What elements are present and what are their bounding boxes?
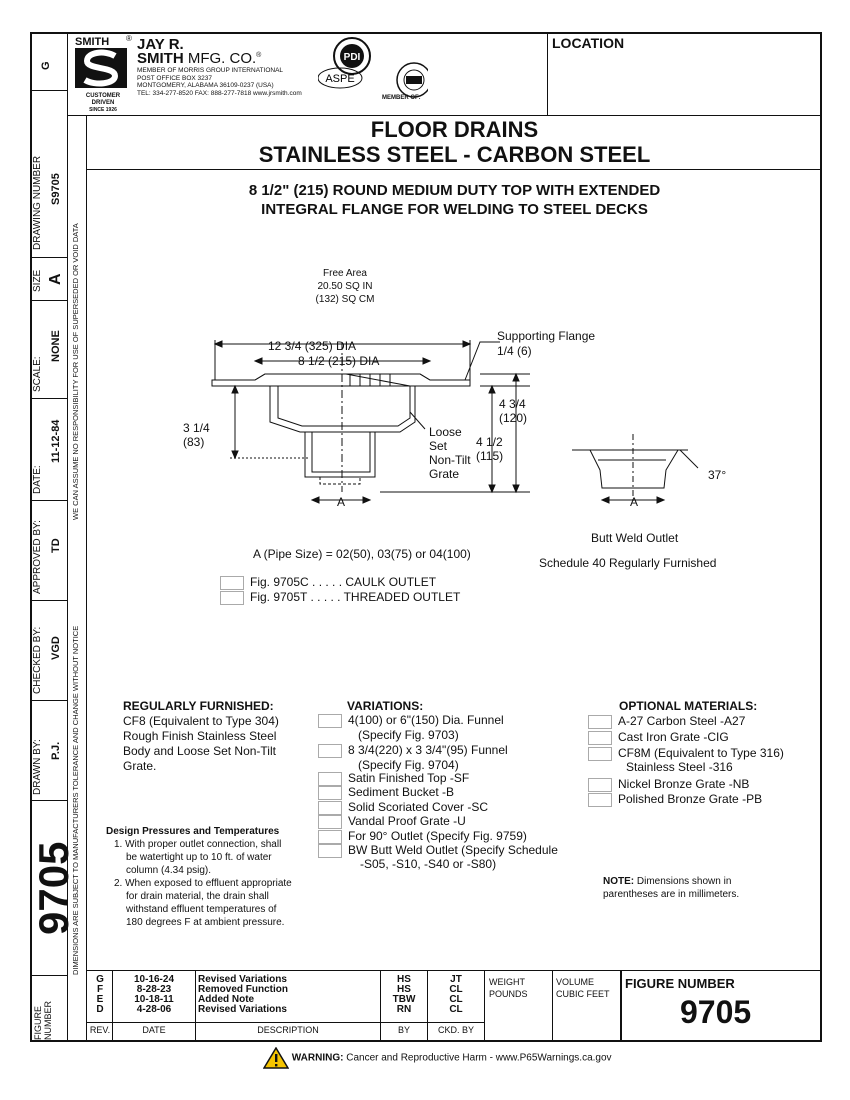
variation-text: Vandal Proof Grate -U — [348, 814, 466, 828]
rev-date: 10-18-11 — [134, 994, 174, 1005]
loose-grate-label — [429, 425, 471, 481]
rev-col — [552, 970, 553, 1042]
rev-date: 4-28-06 — [136, 1004, 172, 1015]
tagline-1: CUSTOMER — [85, 93, 121, 99]
rev-letters — [88, 975, 112, 1015]
optional-item[interactable] — [588, 746, 784, 761]
sidebar-sep — [30, 975, 68, 976]
a-label: A — [337, 495, 346, 509]
rev-letter: F — [96, 984, 104, 995]
drawing-number-label: DRAWING NUMBER — [32, 155, 43, 250]
optional-text: Nickel Bronze Grate -NB — [618, 777, 750, 791]
warning-text: Cancer and Reproductive Harm - www.P65Warnings.ca.gov — [343, 1052, 612, 1064]
variation-sub: (Specify Fig. 9704) — [358, 758, 459, 772]
member-logos-icon — [318, 36, 428, 102]
checkbox-icon[interactable] — [318, 714, 342, 728]
subtitle-line-1: 8 1/2" (215) ROUND MEDIUM DUTY TOP WITH EXTENDED — [248, 182, 661, 199]
warning-line — [263, 1047, 612, 1069]
warning-icon — [263, 1047, 289, 1069]
weight-box — [489, 976, 528, 1000]
note — [603, 875, 739, 901]
rev-desc: Revised Variations — [198, 1004, 287, 1015]
outlet-option[interactable] — [220, 575, 460, 590]
disclaimer-superseded: WE CAN ASSUME NO RESPONSIBILITY FOR USE OF SUPERSEDED OR VOID DATA — [71, 223, 80, 520]
size-value: A — [47, 273, 64, 285]
date-value: 11-12-84 — [50, 419, 62, 463]
optional-text: CF8M (Equivalent to Type 316) — [618, 746, 784, 760]
design-line: column (4.34 psig). — [126, 865, 212, 876]
scale-label: SCALE: — [32, 356, 43, 392]
design-line: for drain material, the drain shall — [126, 891, 269, 902]
approved-value: TD — [50, 538, 62, 553]
warning-label: WARNING: — [291, 1052, 344, 1064]
smith-s-logo-icon — [75, 48, 127, 88]
variation-item[interactable] — [318, 814, 466, 829]
registered-mark: ® — [126, 34, 132, 43]
rev-desc: Added Note — [198, 994, 255, 1005]
ckd-header: CKD. BY — [437, 1025, 474, 1035]
design-line: be watertight up to 10 ft. of water — [126, 852, 272, 863]
dim-right-top-1: 4 3/4 — [499, 397, 526, 411]
location-label: LOCATION — [552, 35, 625, 51]
svg-text:PDI: PDI — [343, 52, 361, 63]
variation-text: Sediment Bucket -B — [348, 785, 455, 799]
approved-label: APPROVED BY: — [32, 520, 43, 594]
variations-heading: VARIATIONS: — [347, 699, 424, 713]
title-block — [87, 117, 822, 167]
company-address — [137, 67, 302, 97]
a-label-outlet: A — [630, 495, 639, 509]
optional-item[interactable] — [588, 714, 745, 729]
sidebar-figure-value: 9705 — [30, 841, 77, 935]
rev-ckd — [428, 975, 484, 1015]
supporting-flange-text: Supporting Flange — [497, 329, 596, 343]
volume-box — [556, 976, 610, 1000]
outlet-option[interactable] — [220, 590, 460, 605]
header-bottom-rule — [68, 115, 822, 116]
optional-text: Cast Iron Grate -CIG — [618, 730, 729, 744]
design-line: withstand effluent temperatures of — [126, 904, 277, 915]
sidebar-sep — [30, 800, 68, 801]
free-area — [310, 267, 380, 306]
optional-sub: Stainless Steel -316 — [626, 760, 733, 774]
regularly-furnished-line: Grate. — [123, 759, 157, 773]
rev-ckd-item: CL — [449, 994, 463, 1005]
checkbox-icon[interactable] — [220, 576, 244, 590]
date-header: DATE — [142, 1025, 166, 1035]
svg-text:ASPE: ASPE — [325, 73, 355, 85]
rev-descriptions — [198, 975, 288, 1015]
checked-label: CHECKED BY: — [32, 626, 43, 694]
outlet-text: Fig. 9705T . . . . . THREADED OUTLET — [250, 589, 461, 604]
checkbox-icon[interactable] — [588, 731, 612, 745]
rev-dates — [113, 975, 195, 1015]
sidebar-sep — [30, 600, 68, 601]
rev-ckd-item: CL — [449, 1004, 463, 1015]
rev-date: 8-28-23 — [136, 984, 172, 995]
optional-materials-heading: OPTIONAL MATERIALS: — [619, 699, 758, 713]
variation-item[interactable] — [318, 771, 469, 786]
drawn-label: DRAWN BY: — [32, 739, 43, 795]
size-label: SIZE — [32, 269, 43, 292]
subtitle-block — [87, 181, 822, 219]
checkbox-icon[interactable] — [318, 744, 342, 758]
sidebar-sep — [30, 398, 68, 399]
angle-label: 37° — [708, 468, 727, 482]
dim-right-top — [499, 397, 527, 425]
pipe-size-label: A (Pipe Size) = 02(50), 03(75) or 04(100) — [253, 547, 471, 561]
sidebar-sep — [30, 300, 68, 301]
dim-right-mid-1: 4 1/2 — [476, 435, 503, 449]
volume-label: VOLUME — [556, 977, 595, 987]
rev-header-rule — [87, 1022, 484, 1023]
checkbox-icon[interactable] — [588, 793, 612, 807]
dim-right-mid-2: (115) — [476, 449, 504, 463]
company-smith: SMITH — [137, 50, 184, 67]
checkbox-icon[interactable] — [318, 786, 342, 800]
rev-by-item: TBW — [392, 994, 416, 1005]
company-mfg: MFG. CO. — [187, 50, 257, 67]
checkbox-icon[interactable] — [588, 778, 612, 792]
optional-text: A-27 Carbon Steel -A27 — [618, 714, 746, 728]
company-logo — [75, 36, 131, 114]
outlet-text: Fig. 9705C . . . . . CAULK OUTLET — [250, 575, 437, 589]
drawing-number: S9705 — [50, 173, 62, 205]
drain-drawing — [170, 262, 740, 522]
checkbox-icon[interactable] — [588, 747, 612, 761]
weight-label: WEIGHT — [489, 977, 525, 987]
note-label: NOTE: — [603, 876, 635, 887]
variation-item[interactable] — [318, 829, 527, 844]
optional-item[interactable] — [588, 792, 762, 807]
rev-col — [484, 970, 485, 1042]
rev-desc: Revised Variations — [198, 974, 287, 985]
dim-left-1: 3 1/4 — [183, 421, 210, 435]
address-line: MONTGOMERY, ALABAMA 36109-0237 (USA) — [137, 82, 274, 89]
rev-header: REV. — [89, 1025, 111, 1035]
free-area-line: 20.50 SQ IN — [317, 281, 373, 292]
description-header: DESCRIPTION — [257, 1025, 319, 1035]
title-rule — [87, 169, 822, 170]
design-pressures — [106, 825, 292, 929]
location-divider — [547, 32, 548, 115]
rev-letter: G — [96, 974, 104, 985]
title-line-2: STAINLESS STEEL - CARBON STEEL — [258, 142, 651, 167]
dim-left-height — [183, 421, 210, 449]
checkbox-icon[interactable] — [318, 801, 342, 815]
dim-right-top-2: (120) — [499, 411, 528, 425]
variation-item[interactable] — [318, 713, 504, 728]
dim-outer-dia: 12 3/4 (325) DIA — [268, 339, 357, 353]
variation-text: 8 3/4(220) x 3 3/4"(95) Funnel — [348, 743, 508, 757]
disclaimer-tolerance: DIMENSIONS ARE SUBJECT TO MANUFACTURERS TOLERANCE AND CHANGE WITHOUT NOTICE — [71, 625, 80, 975]
variation-item[interactable] — [318, 785, 454, 800]
rev-ckd-item: JT — [450, 974, 462, 985]
rev-by-item: RN — [396, 1004, 412, 1015]
design-pressures-heading: Design Pressures and Temperatures — [106, 826, 280, 837]
optional-item[interactable] — [588, 730, 729, 745]
drawn-value: P.J. — [50, 741, 62, 760]
tagline-3: SINCE 1926 — [89, 107, 117, 113]
address-line: MEMBER OF MORRIS GROUP INTERNATIONAL — [137, 67, 284, 74]
rev-date: 10-16-24 — [133, 974, 175, 985]
variation-text: Solid Scoriated Cover -SC — [348, 800, 489, 814]
address-line: TEL: 334-277-8520 FAX: 888-277-7818 www.jrsmith.com — [137, 89, 302, 97]
supporting-flange-label — [497, 329, 595, 359]
variation-sub: (Specify Fig. 9703) — [358, 728, 459, 742]
design-line: 2. When exposed to effluent appropriate — [114, 878, 292, 889]
loose-grate-line: Grate — [429, 467, 460, 481]
optional-text: Polished Bronze Grate -PB — [618, 792, 763, 806]
checkbox-icon[interactable] — [318, 772, 342, 786]
checked-value: VGD — [50, 636, 62, 660]
free-area-line: (132) SQ CM — [315, 294, 375, 305]
free-area-line: Free Area — [323, 268, 367, 279]
variation-item[interactable] — [318, 800, 488, 815]
sidebar-sep — [30, 257, 68, 258]
subtitle-line-2: INTEGRAL FLANGE FOR WELDING TO STEEL DECKS — [261, 201, 648, 218]
tagline-2: DRIVEN — [91, 100, 115, 106]
rev-col — [620, 970, 622, 1042]
title-line-1: FLOOR DRAINS — [370, 117, 539, 142]
design-line: 1. With proper outlet connection, shall — [114, 839, 282, 850]
variation-text: BW Butt Weld Outlet (Specify Schedule — [348, 843, 558, 857]
outlet-options — [220, 575, 460, 605]
regularly-furnished-line: Rough Finish Stainless Steel — [123, 729, 277, 743]
sidebar-sep — [30, 500, 68, 501]
dim-right-mid — [476, 435, 503, 463]
supporting-flange-dim: 1/4 (6) — [497, 344, 532, 358]
loose-grate-line: Set — [429, 439, 448, 453]
company-name-2: SMITH MFG. CO.® — [137, 50, 262, 67]
design-line: 180 degrees F at ambient pressure. — [126, 917, 285, 928]
checkbox-icon[interactable] — [318, 830, 342, 844]
company-name-1: JAY R. — [137, 36, 184, 53]
variation-sub: -S05, -S10, -S40 or -S80) — [360, 857, 497, 871]
volume-unit: CUBIC FEET — [556, 989, 610, 999]
rev-letter: E — [96, 994, 104, 1005]
optional-item[interactable] — [588, 777, 749, 792]
rev-desc: Removed Function — [198, 984, 289, 995]
figure-number-label: FIGURE NUMBER — [625, 976, 735, 991]
checkbox-icon[interactable] — [588, 715, 612, 729]
figure-number-value: 9705 — [680, 994, 752, 1030]
rev-by — [381, 975, 427, 1015]
revision-letter: G — [40, 61, 52, 70]
variation-text: For 90° Outlet (Specify Fig. 9759) — [348, 829, 527, 843]
note-text: Dimensions shown in — [634, 876, 732, 887]
member-of: MEMBER OF: — [382, 95, 421, 101]
sidebar-sep — [30, 700, 68, 701]
regularly-furnished — [123, 699, 279, 774]
dim-left-2: (83) — [183, 435, 205, 449]
weight-unit: POUNDS — [489, 989, 528, 999]
rev-by-item: HS — [397, 984, 411, 995]
address-line: POST OFFICE BOX 3237 — [137, 74, 213, 82]
variation-item[interactable] — [318, 843, 558, 858]
smith-mark: SMITH — [75, 36, 110, 48]
sidebar-sep — [30, 90, 68, 91]
rev-by-item: HS — [397, 974, 411, 985]
rev-ckd-item: CL — [449, 984, 463, 995]
title-block-top-rule — [87, 970, 822, 971]
regularly-furnished-line: CF8 (Equivalent to Type 304) — [123, 714, 279, 728]
loose-grate-line: Non-Tilt — [429, 453, 471, 467]
butt-weld-label: Butt Weld Outlet — [591, 531, 679, 545]
sidebar-figure-label: FIGURE NUMBER — [33, 1000, 53, 1040]
schedule-label: Schedule 40 Regularly Furnished — [539, 556, 717, 570]
sidebar-divider-2 — [86, 115, 87, 1042]
variation-item[interactable] — [318, 743, 508, 758]
variation-text: 4(100) or 6"(150) Dia. Funnel — [348, 713, 504, 727]
regularly-furnished-line: Body and Loose Set Non-Tilt — [123, 744, 276, 758]
checkbox-icon[interactable] — [220, 591, 244, 605]
date-label: DATE: — [32, 465, 43, 494]
checkbox-icon[interactable] — [318, 844, 342, 858]
variation-text: Satin Finished Top -SF — [348, 771, 470, 785]
loose-grate-line: Loose — [429, 425, 462, 439]
checkbox-icon[interactable] — [318, 815, 342, 829]
by-header: BY — [397, 1025, 410, 1035]
note-text: parentheses are in millimeters. — [603, 889, 740, 900]
rev-letter: D — [96, 1004, 104, 1015]
dim-inner-dia: 8 1/2 (215) DIA — [298, 354, 380, 368]
scale-value: NONE — [50, 330, 62, 362]
regularly-furnished-heading: REGULARLY FURNISHED: — [123, 699, 274, 713]
